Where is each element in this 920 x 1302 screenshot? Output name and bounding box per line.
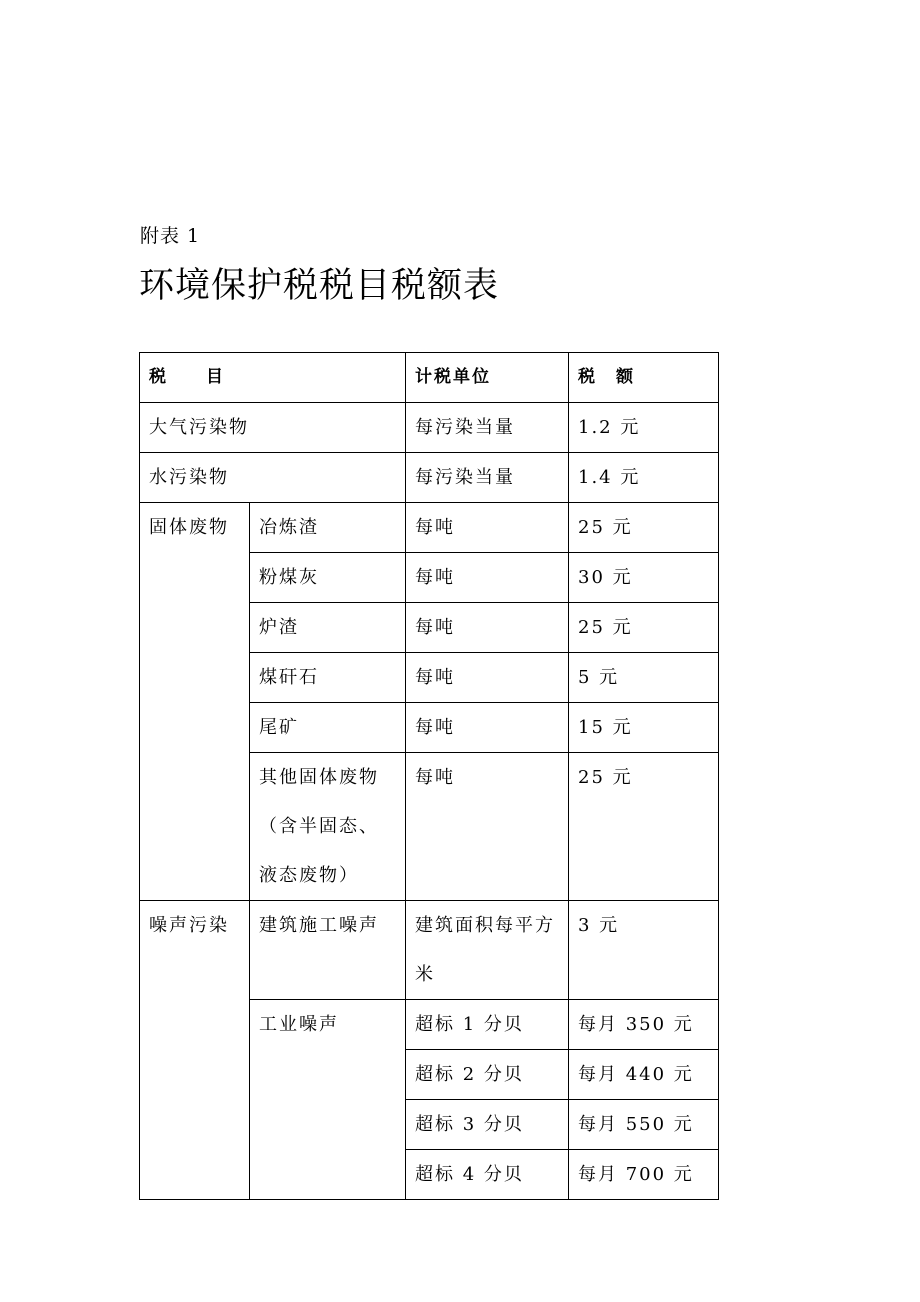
amount-cell: 1.2 元 [569, 403, 719, 453]
table-row [140, 453, 719, 503]
unit-cell [406, 901, 569, 1000]
unit-cell: 超标 3 分贝 [406, 1100, 569, 1150]
unit-cell: 每污染当量 [406, 403, 569, 453]
unit-cell: 超标 1 分贝 [406, 1000, 569, 1050]
tax-rate-table [139, 352, 719, 1200]
amount-cell: 每月 440 元 [569, 1050, 719, 1100]
sub-item-cell: 煤矸石 [250, 653, 406, 703]
sub-item-cell: 建筑施工噪声 [250, 901, 406, 1000]
table-row [140, 901, 719, 1000]
unit-cell: 每吨 [406, 553, 569, 603]
item-cell: 大气污染物 [140, 403, 406, 453]
unit-cell: 每吨 [406, 653, 569, 703]
unit-cell: 每吨 [406, 703, 569, 753]
category-cell: 噪声污染 [140, 901, 250, 1200]
amount-cell: 25 元 [569, 753, 719, 901]
unit-line: 米 [415, 964, 435, 985]
amount-cell: 25 元 [569, 603, 719, 653]
page-title: 环境保护税税目税额表 [139, 266, 500, 306]
amount-cell: 5 元 [569, 653, 719, 703]
sub-item-cell: 尾矿 [250, 703, 406, 753]
table-row [140, 503, 719, 553]
category-cell: 固体废物 [140, 503, 250, 901]
amount-cell: 25 元 [569, 503, 719, 553]
sub-item-cell [250, 753, 406, 901]
table-header-row [140, 353, 719, 403]
amount-cell: 30 元 [569, 553, 719, 603]
amount-cell: 每月 550 元 [569, 1100, 719, 1150]
unit-cell: 超标 2 分贝 [406, 1050, 569, 1100]
amount-cell: 15 元 [569, 703, 719, 753]
unit-cell: 每吨 [406, 503, 569, 553]
sub-item-line: （含半固态、 [259, 816, 379, 837]
unit-line: 建筑面积每平方 [415, 915, 555, 936]
unit-cell: 每吨 [406, 603, 569, 653]
sub-item-cell: 粉煤灰 [250, 553, 406, 603]
sub-item-line: 其他固体废物 [259, 767, 379, 788]
amount-cell: 1.4 元 [569, 453, 719, 503]
appendix-label: 附表 1 [140, 225, 201, 247]
unit-cell: 超标 4 分贝 [406, 1150, 569, 1200]
sub-item-cell: 炉渣 [250, 603, 406, 653]
unit-cell: 每污染当量 [406, 453, 569, 503]
item-cell: 水污染物 [140, 453, 406, 503]
header-amount: 税 额 [569, 353, 719, 403]
header-unit: 计税单位 [406, 353, 569, 403]
sub-item-line: 液态废物） [259, 865, 359, 886]
table-row [140, 403, 719, 453]
amount-cell: 每月 350 元 [569, 1000, 719, 1050]
header-item: 税 目 [140, 353, 406, 403]
amount-cell: 3 元 [569, 901, 719, 1000]
sub-item-cell: 工业噪声 [250, 1000, 406, 1200]
unit-cell: 每吨 [406, 753, 569, 901]
sub-item-cell: 冶炼渣 [250, 503, 406, 553]
amount-cell: 每月 700 元 [569, 1150, 719, 1200]
